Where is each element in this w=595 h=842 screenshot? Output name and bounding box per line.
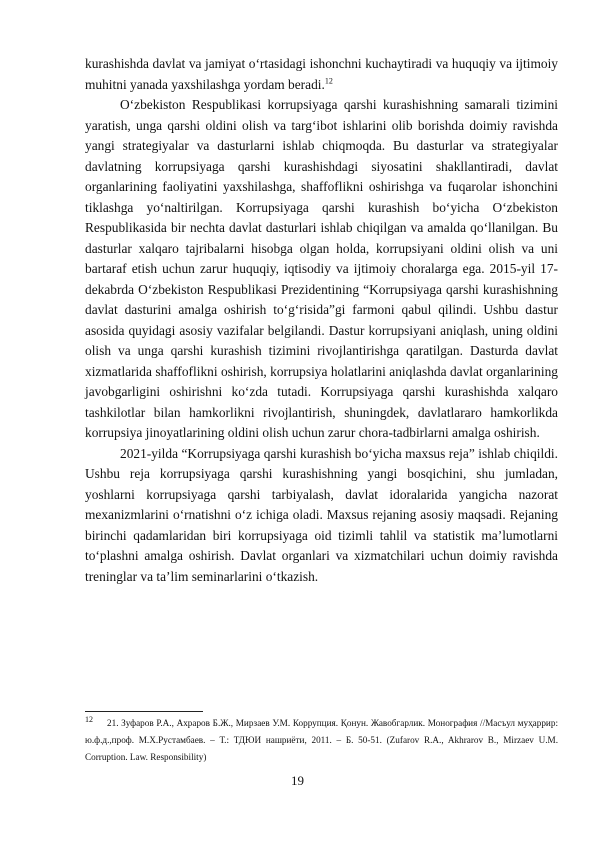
paragraph-1 <box>85 54 558 95</box>
paragraph-2: O‘zbekiston Respublikasi korrupsiyaga qarshi kurashishning samarali tizimini yaratish, unga qarshi oldini olish va targ‘ibot ishlarini olib borishda doimiy ravishda yangi strategiyalar va dasturlarni ishlab chiqmoqda. Bu dasturlar va strategiyalar davlatning korrupsiyaga qarshi kurashishdagi siyosatini shakllantiradi, davlat organlarining faoliyatini yaxshilashga, shaffoflikni oshirishga va fuqarolar ishonchini tiklashga yo‘naltirilgan. Korrupsiyaga qarshi kurashish bo‘yicha O‘zbekiston Respublikasida bir nechta davlat dasturlari ishlab chiqilgan va amalda qo‘llanilgan. Bu dasturlar xalqaro tajribalarni hisobga olgan holda, korrupsiyani oldini olish va uni bartaraf etish uchun zarur huquqiy, iqtisodiy va ijtimoiy choralarga ega. 2015-yil 17-dekabrda O‘zbekiston Respublikasi Prezidentining “Korrupsiyaga qarshi kurashishning davlat dasturini amalga oshirish to‘g‘risida”gi farmoni qabul qilindi. Ushbu dastur asosida quyidagi asosiy vazifalar belgilandi. Dastur korrupsiyani aniqlash, uning oldini olish va unga qarshi kurashish tizimini rivojlantirishga qaratilgan. Dasturda davlat xizmatlarida shaffoflikni oshirish, korrupsiya holatlarini aniqlashda davlat organlarining javobgarligini oshirishni ko‘zda tutadi. Korrupsiyaga qarshi kurashishda xalqaro tashkilotlar bilan hamkorlikni rivojlantirish, shuningdek, davlatlararo hamkorlikda korrupsiya jinoyatlarining oldini olish uchun zarur chora-tadbirlarni amalga oshirish. <box>85 97 558 440</box>
body-text <box>85 54 558 587</box>
footnote-number: 12 <box>85 714 93 724</box>
footnote-reference: 12 <box>324 76 333 86</box>
paragraph-3: 2021-yilda “Korrupsiyaga qarshi kurashish bo‘yicha maxsus reja” ishlab chiqildi. Ushbu reja korrupsiyaga qarshi kurashishning yangi bosqichini, shu jumladan, yoshlarni korrupsiyaga qarshi tarbiyalash, davlat idoralarida yangicha nazorat mexanizmlarini o‘rnatishni o‘z ichiga oladi. Maxsus rejaning asosiy maqsadi. Rejaning birinchi qadamlaridan biri korrupsiyaga oid tizimli tahlil va statistik ma’lumotlarni to‘plashni amalga oshirish. Davlat organlari va xizmatchilari uchun doimiy ravishda treninglar va ta’lim seminarlarini o‘tkazish. <box>85 445 558 584</box>
page-number: 19 <box>291 773 304 788</box>
footnote-divider <box>85 711 203 712</box>
footnote-text: 21. Зуфаров Р.А., Ахраров Б.Ж., Мирзаев У.М. Коррупция. Қонун. Жавобгарлик. Монография //Масъул муҳаррир: ю.ф.д.,проф. М.Х.Рустамбаев. – Т.: ТДЮИ нашриёти, 2011. – Б. 50-51. (Zufarov R.A., Akhrarov B., Mirzaev U.M. Corruption. Law. Responsibility) <box>85 718 558 762</box>
footnote <box>85 715 558 766</box>
paragraph-1-text: kurashishda davlat va jamiyat o‘rtasidagi ishonchni kuchaytiradi va huquqiy va ijtimoiy muhitni yanada yaxshilashga yordam beradi. <box>85 56 558 92</box>
